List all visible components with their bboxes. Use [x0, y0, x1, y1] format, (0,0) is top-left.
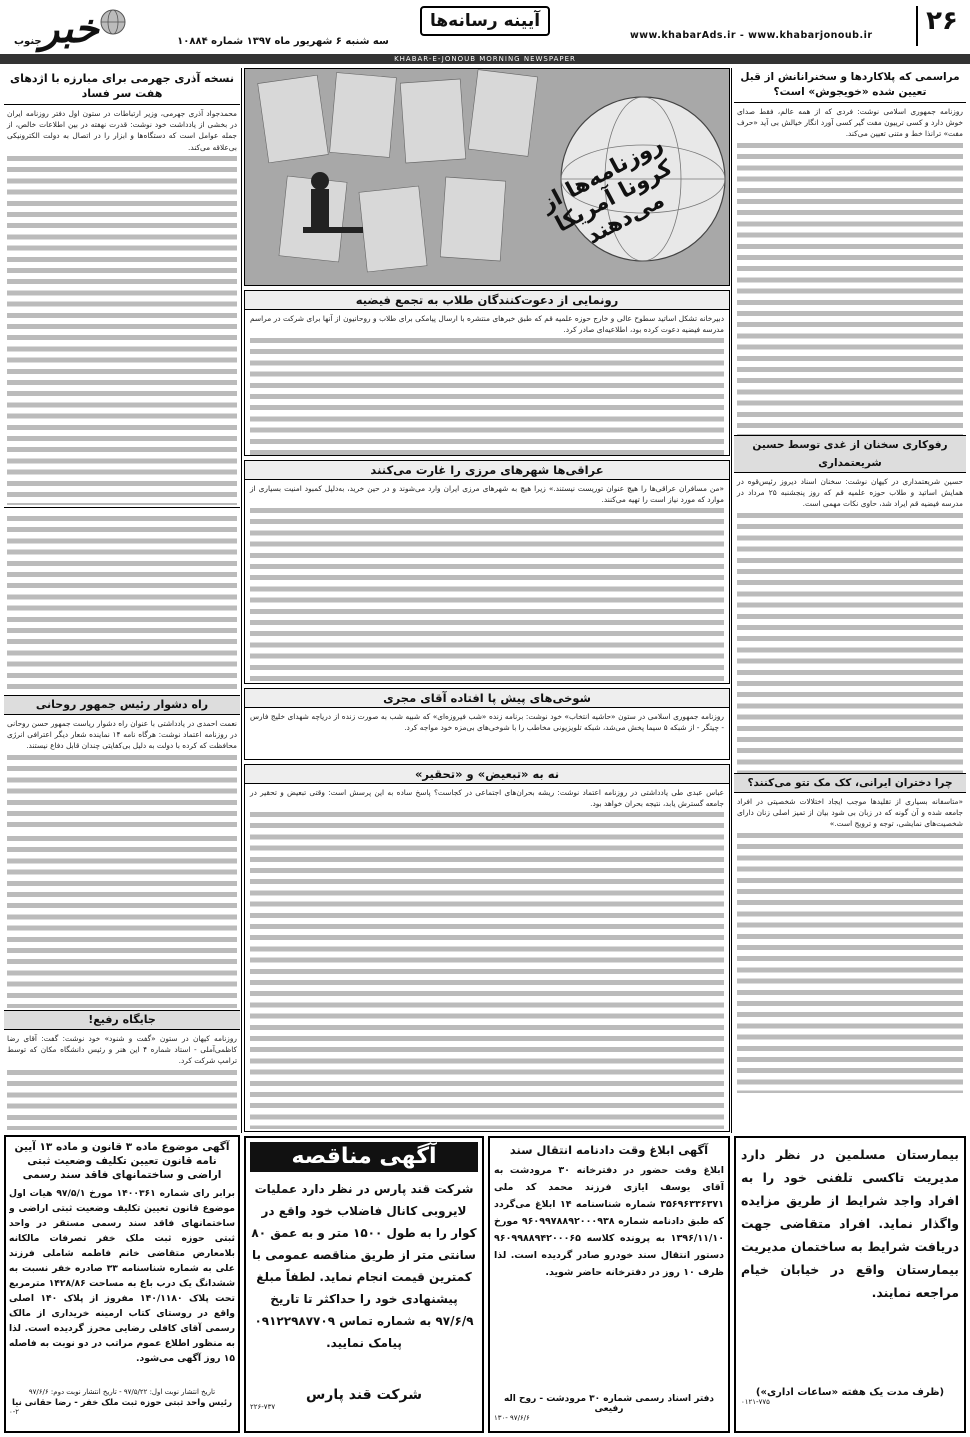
article-body: روزنامه جمهوری اسلامی در ستون «حاشیه انتخاب» خود نوشت: برنامه زنده «شب فیروزه‌ای» که شبیه شب به صورت زنده از دریاچه شهدای خلیج فارس - چیتگر - از شبکه ۵ سیما پخش می‌شد، شبکه تلویزیونی مخاطب را با شوخی‌های بی‌مزه خود مواجه کرد.: [250, 712, 724, 733]
article-body: محمدجواد آذری جهرمی، وزیر ارتباطات در ستون اول دفتر روزنامه ایران در بخشی از یادداشت خود نوشت: قدرت نهفته در بین اطلاعات خالص، از جمله عوامل است که دستگاه‌ها و ابزار را در اتصال به دولت الکترونیکی بی‌علاقه می‌کند.: [4, 105, 240, 505]
text-lines: [7, 513, 237, 693]
ad-dates: تاریخ انتشار نوبت اول: ۹۷/۵/۲۲ - تاریخ انتشار نوبت دوم: ۹۷/۶/۶: [28, 1388, 216, 1396]
article-continuation: [7, 153, 237, 505]
ad-footer: (ظرف مدت یک هفته «ساعات اداری»): [755, 1387, 945, 1398]
column-divider: [731, 68, 732, 1133]
column-divider: [241, 68, 242, 1133]
article-title: نه به «تبعیض» و «تحقیر»: [245, 765, 729, 784]
ad-code: ۹۷/۶/۶ -۱۳۰: [494, 1414, 530, 1422]
text-lines: [250, 505, 724, 682]
subheader-bar: [0, 54, 970, 64]
text-lines: [7, 833, 237, 1008]
article-title: مراسمی که پلاکاردها و سخنرانانش از قبل تعیین شده «خویجوش» است؟: [734, 68, 966, 103]
ad-body: ابلاغ وقت حضور در دفترخانه ۳۰ مرودشت به آقای یوسف ایازی فرزند محمد کد ملی ۳۵۶۹۶۳۳۶۳۷۱ شماره شناسنامه ۱۴ ابلاغ می‌گردد که طبق دادنامه شماره ۹۶۰۹۹۷۸۸۹۲۰۰۰۹۳۸ مورخ ۱۳۹۶/۱۱/۱۰ به پرونده کلاسه ۹۶۰۹۹۸۸۹۴۲۰۰۰۶۵ دستور انتقال سند خودرو صادر گردیده است. لذا ظرف ۱۰ روز در دفترخانه حاضر شوید.: [494, 1165, 724, 1278]
ad-footer: شرکت قند پارس: [305, 1387, 423, 1403]
article-jokes: [244, 688, 730, 760]
text-lines: [737, 830, 963, 1093]
article-body: «من مسافران عراقی‌ها را هیچ عنوان توریست نیستند.» زیرا هیچ به شهرهای مرزی ایران وارد می‌شوند و در حین خرید، به‌دلیل کمبود امنیت بسیاری از موارد که مورد نیاز است را تهیه می‌کنند.: [245, 480, 729, 682]
hero-caption: روزنامه‌ها از کرونا آمریکا می‌دهند: [537, 131, 677, 250]
article-body: حسین شریعتمداری در کیهان نوشت: سخنان اسناد دیروز رئیس‌قوه در همایش اساتید و طلاب حوزه علمیه قم که روز پنجشنبه ۲۵ مرداد در مدرسه فیضیه قم ایراد شد، حاوی نکات مهمی است.: [734, 473, 966, 773]
article-title: شوخی‌های پیش پا افتاده آقای مجری: [245, 689, 729, 708]
text-lines: [737, 140, 963, 435]
article-body: نعمت احمدی در یادداشتی با عنوان راه دشوار ریاست جمهور حسن روحانی در روزنامه اعتماد نوشت: هرگاه نامه ۱۴ نماینده شعار دیگر اعترافی انرژی محافظت که کرده با دولت به دلیل بی‌کفایتی چندان قابل دفاع نیستند.: [4, 715, 240, 835]
ad-hospital: [734, 1136, 966, 1433]
article-body: روزنامه کیهان در ستون «گفت و شنود» خود نوشت: گفت: آقای رضا کاظمی‌آملی - استاد شماره ۴ این هنر و رئیس دانشگاه مکان که توسط ترامپ شرکت کرد.: [4, 1030, 240, 1130]
site-urls[interactable]: www.khabarAds.ir - www.khabarjonoub.ir: [630, 30, 873, 41]
text-lines: [250, 809, 724, 1129]
text-lines: [250, 335, 724, 455]
article-body: «متاسفانه بسیاری از تقلیدها موجب ایجاد اختلالات شخصیتی در افراد جامعه شده و آن گونه که در زبان بی شود بیان از تمیز اصلی زنان دارای شخصیت‌های نمایشی، توجه و ترویج است.»: [734, 793, 966, 1093]
ad-title: آگهی مناقصه: [250, 1142, 478, 1172]
article-body: عباس عبدی طی یادداشتی در روزنامه اعتماد نوشت: ریشه بحران‌های اجتماعی در کجاست؟ پاسخ ساده به این پرسش است: وقتی تبعیض و تحقیر در جامعه گسترش یابد، نتیجه بحران خواهد بود.: [245, 784, 729, 1130]
logo-subtext: جنوب: [14, 36, 42, 47]
article-body-cont: [4, 510, 240, 695]
article-separator: [4, 507, 240, 508]
ad-code: ۲۲۶-۷۳۷: [250, 1403, 276, 1411]
text-lines: [7, 1067, 237, 1130]
text-lines: [737, 510, 963, 773]
section-title: آیینه رسانه‌ها: [420, 6, 550, 36]
ad-title: آگهی موضوع ماده ۳ قانون و ماده ۱۳ آیین نامه قانون تعیین تکلیف وضعیت ثبتی اراضی و ساختمانهای فاقد سند رسمی: [14, 1141, 230, 1181]
article-title: رفوکاری سخنان از غدی توسط حسین شریعتمداری: [734, 435, 966, 473]
ad-body: برابر رای شماره ۱۴۰۰۳۶۱ مورخ ۹۷/۵/۱ هیات اول موضوع قانون تعیین تکلیف وضعیت ثبتی اراضی و ساختمانهای فاقد سند رسمی مستقر در واحد ثبتی حوزه ثبت ملک خفر تصرفات مالکانه بلامعارض متقاضی خانم فاطمه شاملی فرزند علی به شماره شناسنامه ۳۳ صادره خفر نسبت به ششدانگ یک درب باغ به مساحت ۱۴۲۸/۸۶ مترمربع تحت پلاک ۱۴۰/۱۱۸۰ مفروز از پلاک ۱۴۰ اصلی واقع در روستای کتاب ارمینه خریداری از مالک رسمی آقای کافلی رضایی محرز گردیده است. لذا به منظور اطلاع عموم مراتب در دو نوبت به فاصله ۱۵ روز آگهی می‌شود.: [9, 1188, 235, 1364]
article-title: نسخه آذری جهرمی برای مبارزه با اژدهای هفت سر فساد: [4, 68, 240, 105]
article-seminary: [244, 290, 730, 456]
logo-text: خبر: [40, 6, 99, 52]
ad-code: ۰-۲: [9, 1408, 20, 1416]
hero-image: [244, 68, 730, 286]
right-column: [734, 68, 966, 1068]
page-number: ۲۶: [926, 6, 958, 36]
text-lines: [7, 752, 237, 835]
page-number-box: [916, 6, 918, 46]
article-title: چرا دختران ایرانی، کک مک تتو می‌کنند؟: [734, 773, 966, 793]
ad-body: بیمارستان مسلمین در نظر دارد مدیریت تاکسی تلفنی خود را به افراد واجد شرایط از طریق مزایده واگذار نماید. افراد متقاضی جهت دریافت شرایط به ساختمان مدیریت بیمارستان واقع در خیابان خیام مراجعه نمایند.: [741, 1147, 959, 1300]
article-humiliation: [244, 764, 730, 1132]
article-title: عراقی‌ها شهرهای مرزی را غارت می‌کنند: [245, 461, 729, 480]
article-body: دبیرخانه تشکل اساتید سطوح عالی و خارج حوزه علمیه قم که طبق خبرهای منتشره با ارسال پیامکی برای طلاب و روحانیون از آنها برای شرکت در مراسم مدرسه فیضیه دعوت کرده بود، اطلاعیه‌ای صادر کرد.: [245, 310, 729, 455]
article-body: [4, 830, 240, 1010]
ad-vehicle: [488, 1136, 730, 1433]
ad-body: شرکت قند پارس در نظر دارد عملیات لایروبی کانال فاضلاب خود واقع در کوار را به طول ۱۵۰۰ متر و به عمق ۸۰ سانتی متر از طریق مناقصه عمومی با کمترین قیمت انجام نماید. لطفاً مبلغ پیشنهادی خود را حداکثر تا تاریخ ۹۷/۶/۹ به شماره تماس ۰۹۱۲۲۹۸۷۷۰۹ پیامک نمایید.: [251, 1182, 477, 1350]
subheader-text: KHABAR-E-JONOUB MORNING NEWSPAPER: [394, 55, 576, 63]
ad-tender: [244, 1136, 484, 1433]
ad-code: ۰۱۲۱-۷۷۵: [741, 1398, 770, 1406]
ad-title: آگهی ابلاغ وقت دادنامه انتقال سند: [509, 1143, 709, 1157]
ad-land-law: [4, 1135, 240, 1433]
page-header: [0, 0, 970, 63]
article-title: رونمایی از دعوت‌کنندگان طلاب به تجمع فیضیه: [245, 291, 729, 310]
left-column: [4, 68, 240, 828]
ad-footer: دفتر اسناد رسمی شماره ۳۰ مرودشت - روح اله رفیعی: [503, 1394, 715, 1414]
date-issue: سه شنبه ۶ شهریور ماه ۱۳۹۷ شماره ۱۰۸۸۴: [177, 36, 389, 47]
article-iraq: [244, 460, 730, 684]
article-title: راه دشوار رئیس جمهور روحانی: [4, 695, 240, 715]
ad-footer: رئیس واحد ثبتی حوزه ثبت ملک خفر - رضا حقانی نیا: [11, 1398, 233, 1408]
masthead-logo: [8, 4, 138, 54]
article-title: جایگاه رفیع!: [4, 1010, 240, 1030]
left-column-lower: [4, 830, 240, 1130]
article-body: روزنامه جمهوری اسلامی نوشت: فردی که از همه عالم، فقط صدای خوش دارد و کسی ترییون مفت گیر کسی آورد انگار خیالش بی آید «حرف مفت» ترانذا خط و متنی تعیین می‌کند.: [734, 103, 966, 435]
